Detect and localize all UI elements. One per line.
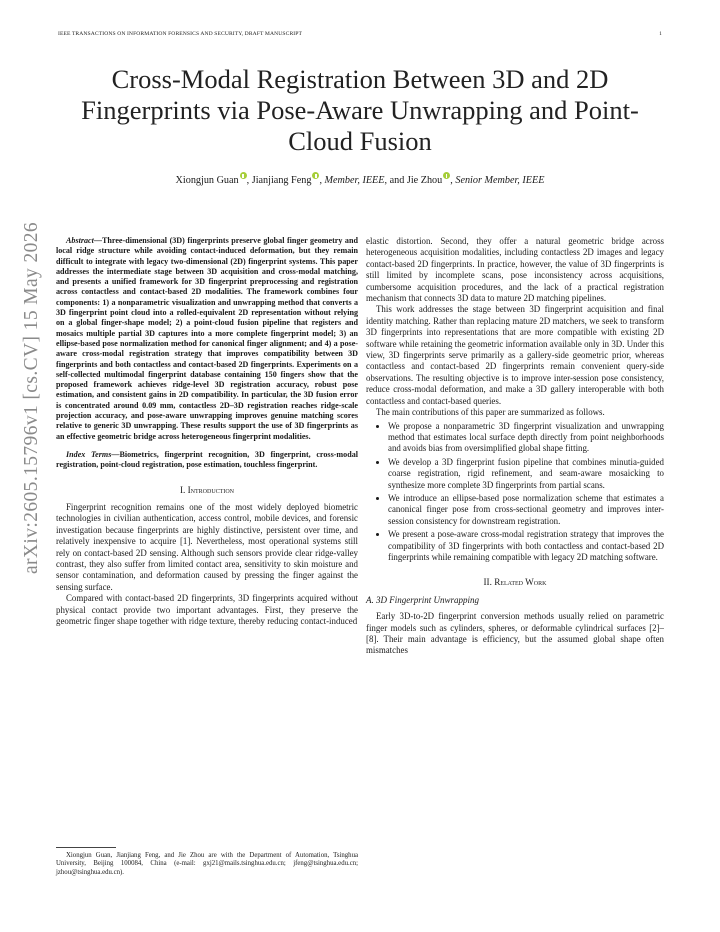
- arxiv-stamp[interactable]: arXiv:2605.15796v1 [cs.CV] 15 May 2026: [21, 221, 42, 574]
- related-subheading: A. 3D Fingerprint Unwrapping: [366, 594, 480, 605]
- author-2: Jianjiang Feng: [251, 175, 312, 186]
- abstract-label: Abstract: [66, 236, 94, 245]
- author-3-role: Senior Member, IEEE: [455, 175, 545, 186]
- contribution-item: • We develop a 3D fingerprint fusion pipeline that combines minutia-guided coarse registration, rigid refinement, and seam-aware mosaicking to synthesize more complete 3D fingerprints from partial scans.: [388, 457, 664, 491]
- contribution-item: • We propose a nonparametric 3D fingerprint visualization and unwrapping method that estimates local surface depth directly from point neighborhoods and avoids bias from oversimplified global shape fitting.: [388, 421, 664, 455]
- author-1: Xiongjun Guan: [175, 175, 239, 186]
- footnote: [56, 852, 358, 877]
- index-terms: Index Terms—Biometrics, fingerprint recognition, 3D fingerprint, cross-modal registration, point-cloud registration, pose estimation, touchless fingerprint.: [56, 449, 359, 470]
- right-paragraph-1: elastic distortion. Second, they offer a natural geometric bridge across heterogeneous acquisition modalities, including contactless 2D images and legacy contact-based 2D fingerprints. In practice, however, the value of 3D fingerprints is still limited by incomplete scans, pose inconsistency across acquisitions, cumbersome acquisition procedures, and the lack of a practical registration mechanism that connects 3D data to mature 2D matching pipelines.: [366, 236, 664, 304]
- contribution-item: • We present a pose-aware cross-modal registration strategy that improves the compatibility of 3D fingerprints with both contactless and contact-based 2D fingerprints while remaining compatible with legacy 2D matching software.: [388, 529, 664, 563]
- right-paragraph-3: The main contributions of this paper are summarized as follows.: [376, 407, 605, 418]
- contributions-list: [366, 421, 664, 564]
- abstract-text: Three-dimensional (3D) fingerprints preserve global finger geometry and local ridge structure while avoiding contact-induced deformation, but they remain difficult to integrate with legacy two-dimensional (2D) fingerprint systems. This paper addresses the intermediate stage between 3D acquisition and cross-modal matching, and presents a unified framework for 3D fingerprint preprocessing and registration across contactless and contact-based 2D modalities. The framework combines four components: 1) a nonparametric visualization and unwrapping method that converts a 3D fingerprint point cloud into a rolled-equivalent 2D representation without relying on a global finger-shape model; 2) a point-cloud fusion pipeline that registers and mosaics multiple partial 3D captures into a more complete fingerprint model; 3) an ellipse-based pose normalization method for canonical finger alignment; and 4) a pose-aware cross-modal registration strategy that improves compatibility between 3D fingerprints and both contactless and contact-based 2D fingerprints. Experiments on a self-collected multimodal fingerprint database containing 150 fingers show that the proposed framework achieves ridge-level 3D registration accuracy, robust pose estimation, and consistent gains in 2D compatibility. In particular, the 3D fusion error is concentrated around 0.09 mm, contactless 2D–3D registration reaches ridge-scale projection accuracy, and pose-aware unwrapping improves genuine matching scores relative to generic 3D unwrapping. These results support the use of 3D fingerprints as an effective geometric bridge across heterogeneous fingerprint modalities.: [56, 236, 358, 441]
- contribution-item: • We introduce an ellipse-based pose normalization scheme that estimates a canonical finger pose from cross-sectional geometry and improves inter-session consistency for downstream registration.: [388, 493, 664, 527]
- orcid-icon[interactable]: [312, 172, 319, 179]
- author-2-role: Member, IEEE: [324, 175, 385, 186]
- author-line: Xiongjun Guan , Jianjiang Feng , Member, IEEE, and Jie Zhou , Senior Member, IEEE: [60, 172, 660, 186]
- right-column: [366, 236, 664, 657]
- author-3: Jie Zhou: [406, 175, 443, 186]
- running-head: [58, 31, 662, 41]
- intro-paragraph-2: Compared with contact-based 2D fingerprints, 3D fingerprints acquired without physical contact provide two important advantages. First, they preserve the geometric finger shape together with ridge texture, thereby reducing contact-induced: [56, 593, 358, 626]
- right-paragraph-2: This work addresses the stage between 3D fingerprint acquisition and final identity matching. Rather than replacing mature 2D matchers, we seek to transform 3D fingerprints into representations that are more compatible with existing 2D software while retaining the geometric information available only in 3D. Under this view, 3D fingerprints serve primarily as a gallery-side geometric prior, whereas contactless and contact-based 2D fingerprints remain convenient query-side observations. The resulting objective is to improve inter-session pose consistency, reduce cross-modal deformation, and make a 3D gallery interoperable with both contactless and contact-based queries.: [366, 304, 664, 406]
- intro-paragraph-1: Fingerprint recognition remains one of the most widely deployed biometric technologies in civilian authentication, access control, mobile devices, and forensic investigation because fingerprints are highly distinctive, persistent over time, and relatively inexpensive to acquire [1]. Nevertheless, most operational systems still rely on contact-based 2D sensing. Although such sensors provide clear ridge-valley contrast, they also suffer from limited contact area, sensitivity to skin moisture and sensor contamination, and deformation caused by pressing the finger against the sensing surface.: [56, 501, 358, 592]
- running-head-text: IEEE TRANSACTIONS ON INFORMATION FORENSICS AND SECURITY, DRAFT MANUSCRIPT: [58, 31, 302, 37]
- footnote-text: Xiongjun Guan, Jianjiang Feng, and Jie Zhou are with the Department of Automation, Tsinghua University, Beijing 100084, China (e-mail: gxj21@mails.tsinghua.edu.cn; jfeng@tsinghua.edu.cn; jzhou@tsinghua.edu.cn).: [56, 852, 358, 876]
- related-work-heading: II. Related Work: [483, 577, 547, 588]
- orcid-icon[interactable]: [443, 172, 450, 179]
- intro-heading: I. Introduction: [179, 484, 235, 495]
- index-terms-label: Index Terms: [66, 449, 112, 459]
- left-column: [56, 236, 358, 627]
- author-and: and: [389, 175, 405, 186]
- footnote-rule: [56, 847, 116, 848]
- index-terms-text: Biometrics, fingerprint recognition, 3D fingerprint, cross-modal registration, point-cloud registration, pose estimation, touchless fingerprint.: [56, 449, 359, 470]
- page-number: 1: [659, 31, 662, 37]
- related-paragraph-1: Early 3D-to-2D fingerprint conversion methods usually relied on parametric finger models such as cylinders, spheres, or deformable cylindrical surfaces [2]–[8]. Their main advantage is efficiency, but the assumed global shape often mismatches: [366, 611, 664, 656]
- orcid-icon[interactable]: [240, 172, 247, 179]
- paper-title: Cross-Modal Registration Between 3D and 2D Fingerprints via Pose-Aware Unwrapping and Point-Cloud Fusion: [81, 64, 639, 156]
- abstract: Abstract—Three-dimensional (3D) fingerprints preserve global finger geometry and local ridge structure while avoiding contact-induced deformation, but they remain difficult to integrate with legacy two-dimensional (2D) fingerprint systems. This paper addresses the intermediate stage between 3D acquisition and cross-modal matching, and presents a unified framework for 3D fingerprint preprocessing and registration across contactless and contact-based 2D modalities. The framework combines four components: 1) a nonparametric visualization and unwrapping method that converts a 3D fingerprint point cloud into a rolled-equivalent 2D representation without relying on a global finger-shape model; 2) a point-cloud fusion pipeline that registers and mosaics multiple partial 3D captures into a more complete fingerprint model; 3) an ellipse-based pose normalization method for canonical finger alignment; and 4) a pose-aware cross-modal registration strategy that improves compatibility between 3D fingerprints and both contactless and contact-based 2D fingerprints. Experiments on a self-collected multimodal fingerprint database containing 150 fingers show that the proposed framework achieves ridge-level 3D registration accuracy, robust pose estimation, and consistent gains in 2D compatibility. In particular, the 3D fusion error is concentrated around 0.09 mm, contactless 2D–3D registration reaches ridge-scale projection accuracy, and pose-aware unwrapping improves genuine matching scores relative to generic 3D unwrapping. These results support the use of 3D fingerprints as an effective geometric bridge across heterogeneous fingerprint modalities.: [56, 236, 358, 441]
